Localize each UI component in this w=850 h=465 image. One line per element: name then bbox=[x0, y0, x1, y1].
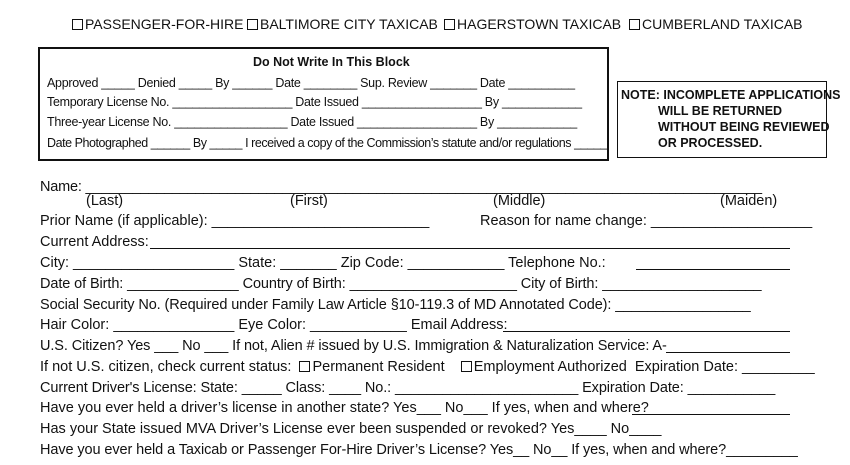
name-part-middle: (Middle) bbox=[493, 193, 546, 209]
alien-number-input[interactable] bbox=[666, 352, 790, 353]
option-label: HAGERSTOWN TAXICAB bbox=[457, 16, 622, 32]
telephone-input[interactable] bbox=[636, 269, 790, 270]
note-line-2: WILL BE RETURNED bbox=[658, 104, 783, 118]
checkbox-icon[interactable] bbox=[629, 19, 640, 30]
hair-eye-email-line[interactable]: Hair Color: _______________ Eye Color: ____________ Email Address: bbox=[40, 317, 508, 333]
other-state-license-line[interactable]: Have you ever held a driver’s license in another state? Yes___ No___ If yes, when and where? bbox=[40, 400, 649, 416]
office-block-row-photograph: Date Photographed ______ By _____ I received a copy of the Commission’s statute and/or regulations _____ bbox=[47, 136, 607, 150]
permanent-resident-option[interactable]: Permanent Resident bbox=[312, 359, 445, 375]
note-line-4: OR PROCESSED. bbox=[658, 136, 763, 150]
current-address-input[interactable] bbox=[150, 248, 790, 249]
checkbox-icon[interactable] bbox=[299, 361, 310, 372]
option-passenger-for-hire[interactable] bbox=[72, 16, 243, 32]
office-block-title: Do Not Write In This Block bbox=[253, 55, 410, 69]
ssn-line[interactable]: Social Security No. (Required under Family Law Article §10-119.3 of MD Annotated Code): _________________ bbox=[40, 297, 751, 313]
citizen-line[interactable]: U.S. Citizen? Yes ___ No ___ If not, Alien # issued by U.S. Immigration & Naturalization Service: A- bbox=[40, 338, 667, 354]
note-line-1: NOTE: INCOMPLETE APPLICATIONS bbox=[621, 88, 841, 102]
option-hagerstown-taxicab[interactable] bbox=[444, 16, 621, 32]
name-part-last: (Last) bbox=[86, 193, 124, 209]
other-state-input[interactable] bbox=[632, 414, 790, 415]
office-block-row-three-year: Three-year License No. _________________ Date Issued __________________ By ____________ bbox=[47, 115, 577, 129]
drivers-license-line[interactable]: Current Driver's License: State: _____ Class: ____ No.: _______________________ Expiration Date: ___________ bbox=[40, 380, 776, 396]
birth-info-line[interactable]: Date of Birth: ______________ Country of Birth: _____________________ City of Birth: ____________________ bbox=[40, 276, 762, 292]
citizen-status-line bbox=[40, 359, 815, 375]
checkbox-icon[interactable] bbox=[72, 19, 83, 30]
note-line-3: WITHOUT BEING REVIEWED bbox=[658, 120, 830, 134]
checkbox-icon[interactable] bbox=[444, 19, 455, 30]
license-suspended-line[interactable]: Has your State issued MVA Driver’s License ever been suspended or revoked? Yes____ No____ bbox=[40, 421, 662, 437]
city-state-zip-phone-line[interactable]: City: ____________________ State: _______ Zip Code: ____________ Telephone No.: bbox=[40, 255, 606, 271]
name-field[interactable]: Name: ______________________________________________________________________________________ bbox=[40, 179, 762, 195]
current-address-label: Current Address: bbox=[40, 234, 149, 250]
office-block-row-temporary: Temporary License No. __________________ Date Issued __________________ By ____________ bbox=[47, 95, 582, 109]
taxicab-license-line[interactable]: Have you ever held a Taxicab or Passenger For-Hire Driver’s License? Yes__ No__ If yes, when and where?_________ bbox=[40, 442, 798, 458]
option-label: BALTIMORE CITY TAXICAB bbox=[260, 16, 438, 32]
expiration-date-field[interactable]: Expiration Date: _________ bbox=[634, 359, 815, 375]
prior-name-field[interactable]: Prior Name (if applicable): ___________________________ bbox=[40, 213, 430, 229]
name-part-first: (First) bbox=[290, 193, 328, 209]
option-label: PASSENGER-FOR-HIRE bbox=[85, 16, 244, 32]
employment-authorized-option[interactable]: Employment Authorized bbox=[473, 359, 627, 375]
checkbox-icon[interactable] bbox=[247, 19, 258, 30]
email-input[interactable] bbox=[503, 331, 790, 332]
option-cumberland-taxicab[interactable] bbox=[629, 16, 803, 32]
office-block-row-approval: Approved _____ Denied _____ By ______ Date ________ Sup. Review _______ Date __________ bbox=[47, 76, 575, 90]
citizen-status-label: If not U.S. citizen, check current status: bbox=[40, 359, 292, 375]
reason-name-change-field[interactable]: Reason for name change: ____________________ bbox=[480, 213, 813, 229]
checkbox-icon[interactable] bbox=[461, 361, 472, 372]
name-part-maiden: (Maiden) bbox=[720, 193, 778, 209]
option-label: CUMBERLAND TAXICAB bbox=[642, 16, 803, 32]
option-baltimore-city-taxicab[interactable] bbox=[247, 16, 438, 32]
